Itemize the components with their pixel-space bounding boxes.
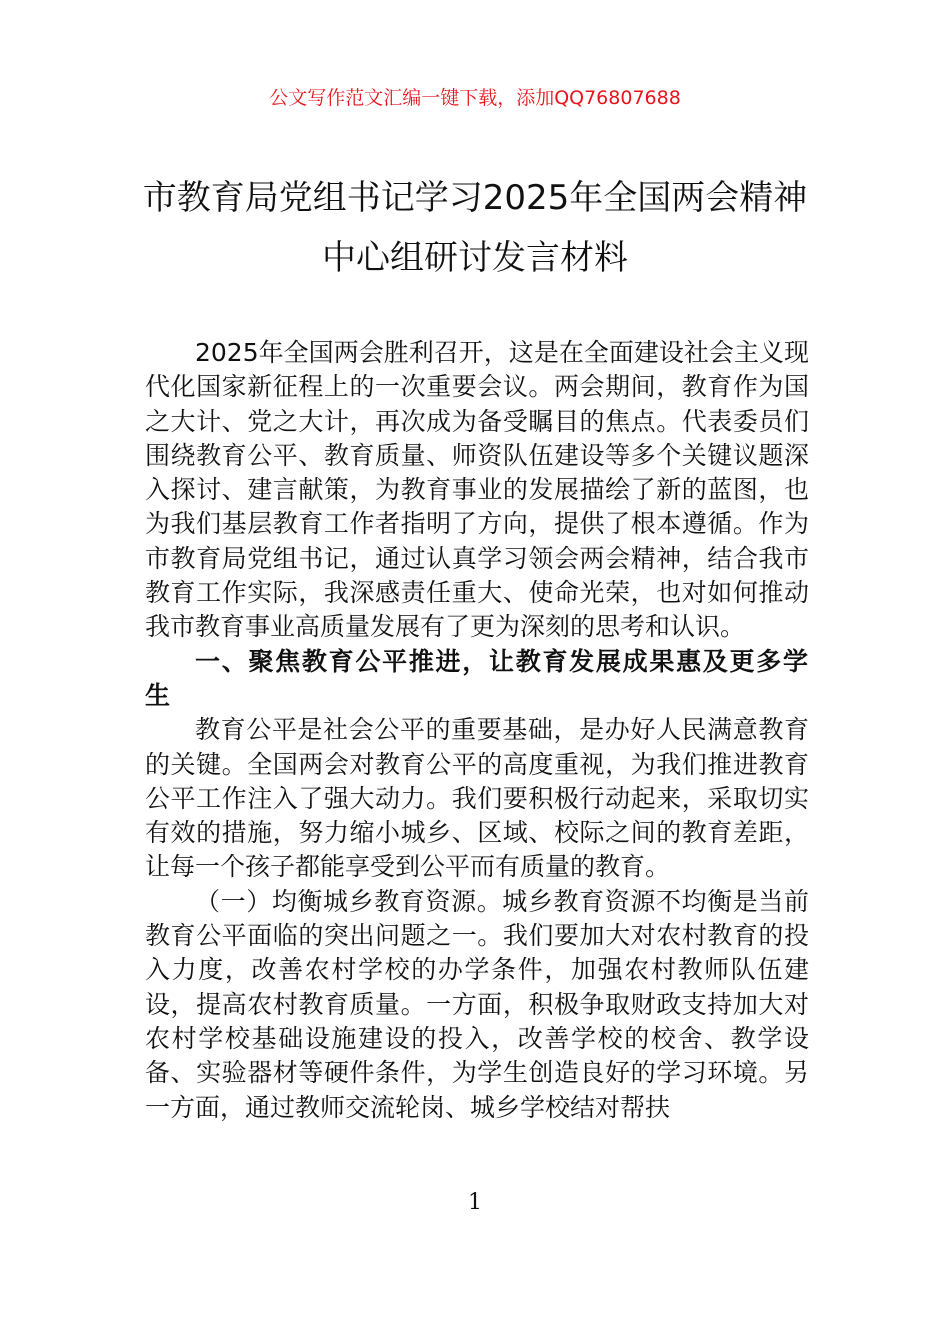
section-heading-1: 一、聚焦教育公平推进，让教育发展成果惠及更多学生 [145,646,809,710]
document-title: 市教育局党组书记学习2025年全国两会精神中心组研讨发言材料 [142,178,808,278]
section-1-paragraph: 教育公平是社会公平的重要基础，是办好人民满意教育的关键。全国两会对教育公平的高度重视，为我们推进教育公平工作注入了强大动力。我们要积极行动起来，采取切实有效的措施，努力缩小城乡、区域、校际之间的教育差距，让每一个孩子都能享受到公平而有质量的教育。 [145,715,809,882]
intro-paragraph: 2025年全国两会胜利召开，这是在全面建设社会主义现代化国家新征程上的一次重要会议。两会期间，教育作为国之大计、党之大计，再次成为备受瞩目的焦点。代表委员们围绕教育公平、教育质量、师资队伍建设等多个关键议题深入探讨、建言献策，为教育事业的发展描绘了新的蓝图，也为我们基层教育工作者指明了方向，提供了根本遵循。作为市教育局党组书记，通过认真学习领会两会精神，结合我市教育工作实际，我深感责任重大、使命光荣，也对如何推动我市教育事业高质量发展有了更为深刻的思考和认识。 [145,338,809,642]
subsection-1-paragraph: （一）均衡城乡教育资源。城乡教育资源不均衡是当前教育公平面临的突出问题之一。我们要加大对农村教育的投入力度，改善农村学校的办学条件，加强农村教师队伍建设，提高农村教育质量。一方面，积极争取财政支持加大对农村学校基础设施建设的投入，改善学校的校舍、教学设备、实验器材等硬件条件，为学生创造良好的学习环境。另一方面，通过教师交流轮岗、城乡学校结对帮扶 [145,886,809,1122]
document-body [145,336,809,1125]
header-download-note: 公文写作范文汇编一键下载，添加QQ76807688 [269,87,681,109]
page-number: 1 [468,1190,482,1215]
